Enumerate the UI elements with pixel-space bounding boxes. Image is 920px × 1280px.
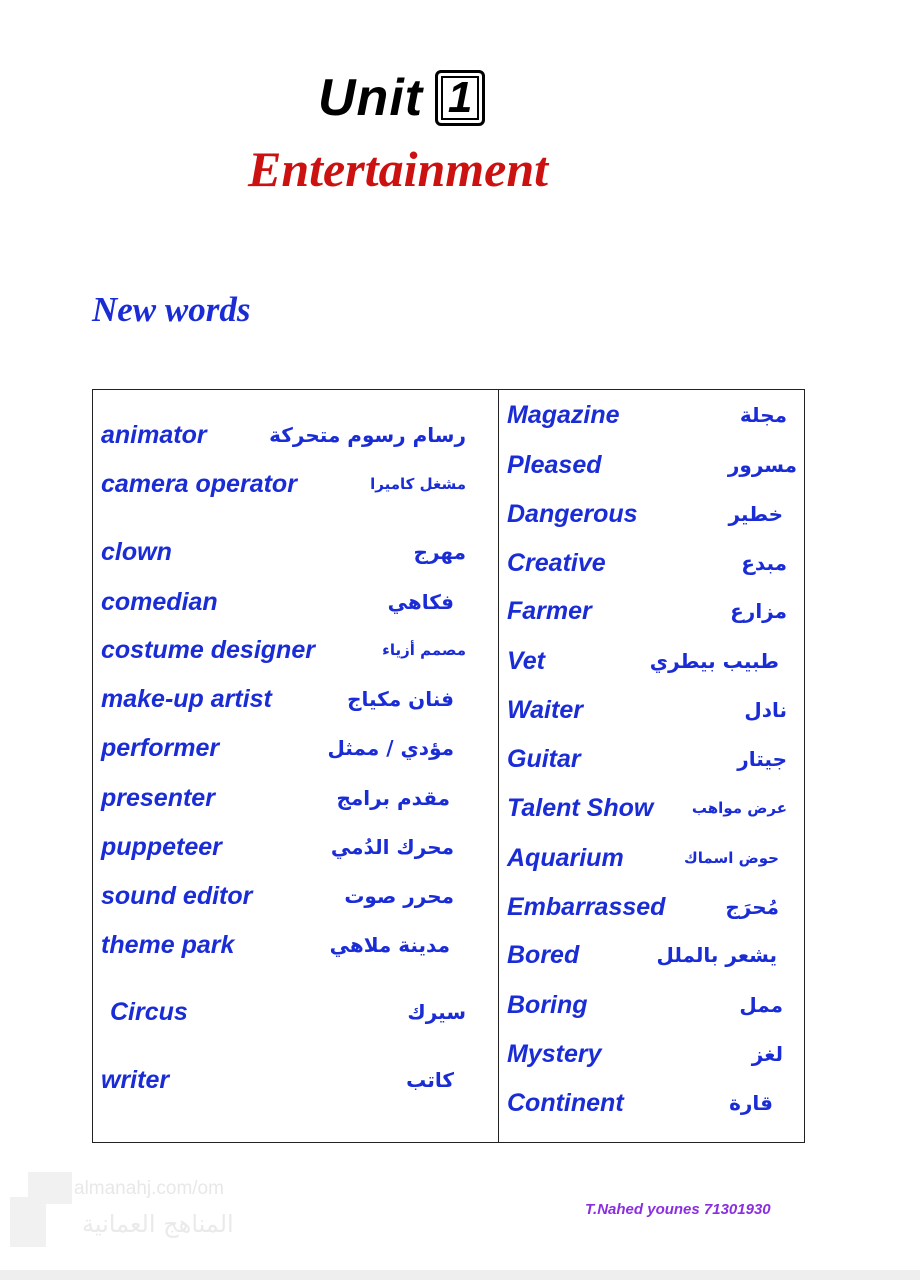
vocab-row: [507, 988, 787, 1022]
vocab-row: [101, 535, 466, 569]
vocab-row: [507, 938, 787, 972]
arabic-translation: طبيب بيطري: [649, 649, 779, 673]
vocab-row: [101, 731, 466, 765]
english-word: make-up artist: [101, 685, 272, 713]
arabic-translation: مسرور: [727, 453, 797, 477]
vocab-row: [507, 644, 787, 678]
english-word: Creative: [507, 549, 606, 577]
english-word: camera operator: [101, 470, 297, 498]
watermark-url: almanahj.com/om: [74, 1178, 224, 1199]
arabic-translation: قارة: [729, 1091, 773, 1115]
english-word: animator: [101, 421, 207, 449]
arabic-translation: رسام رسوم متحركة: [269, 423, 466, 447]
arabic-translation: محرر صوت: [344, 884, 454, 908]
english-word: performer: [101, 734, 220, 762]
vocab-row: [507, 890, 787, 924]
arabic-translation: عرض مواهب: [691, 799, 787, 817]
column-divider: [498, 390, 499, 1142]
arabic-translation: مؤدي / ممثل: [327, 736, 454, 760]
english-word: writer: [101, 1066, 170, 1094]
english-word: Farmer: [507, 597, 592, 625]
arabic-translation: مبدع: [741, 551, 787, 575]
english-word: clown: [101, 538, 172, 566]
vocab-row: [101, 467, 466, 501]
arabic-translation: حوض اسماك: [684, 849, 779, 867]
vocab-row: [507, 693, 787, 727]
english-word: Bored: [507, 941, 580, 969]
unit-word: Unit: [318, 69, 424, 127]
arabic-translation: فنان مكياج: [347, 687, 454, 711]
english-word: Vet: [507, 647, 545, 675]
english-word: puppeteer: [101, 833, 222, 861]
english-word: Boring: [507, 991, 588, 1019]
vocab-row: [101, 995, 466, 1029]
vocab-row: [507, 791, 787, 825]
vocab-row: [101, 585, 466, 619]
vocab-row: [507, 1037, 787, 1071]
arabic-translation: خطير: [728, 502, 783, 526]
arabic-translation: سيرك: [407, 1000, 466, 1024]
vocab-row: [101, 1063, 466, 1097]
vocab-row: [101, 830, 466, 864]
vocab-row: [101, 682, 466, 716]
arabic-translation: يشعر بالملل: [656, 943, 777, 967]
vocab-row: [507, 448, 797, 482]
arabic-translation: كاتب: [406, 1068, 454, 1092]
bottom-strip: [0, 1270, 920, 1280]
arabic-translation: فكاهي: [387, 590, 454, 614]
arabic-translation: ممل: [739, 993, 783, 1017]
english-word: Aquarium: [507, 844, 624, 872]
vocab-row: [507, 398, 787, 432]
vocab-row: [507, 497, 787, 531]
english-word: costume designer: [101, 636, 315, 664]
english-word: Waiter: [507, 696, 583, 724]
unit-number-badge: 1: [435, 70, 485, 126]
author-credit: T.Nahed younes 71301930: [585, 1201, 771, 1218]
arabic-translation: لغز: [751, 1042, 783, 1066]
arabic-translation: مصمم أزياء: [382, 641, 466, 659]
arabic-translation: مدينة ملاهي: [329, 933, 450, 957]
english-word: Mystery: [507, 1040, 602, 1068]
english-word: Continent: [507, 1089, 624, 1117]
unit-subtitle: Entertainment: [248, 141, 549, 197]
english-word: Dangerous: [507, 500, 638, 528]
english-word: Magazine: [507, 401, 620, 429]
english-word: Guitar: [507, 745, 581, 773]
section-title: New words: [92, 290, 251, 329]
arabic-translation: محرك الدُمي: [330, 835, 454, 859]
watermark-logo-icon: [10, 1172, 72, 1247]
english-word: presenter: [101, 784, 215, 812]
vocab-row: [101, 879, 466, 913]
english-word: theme park: [101, 931, 235, 959]
arabic-translation: مشغل كاميرا: [370, 475, 466, 493]
arabic-translation: مُحرَج: [725, 895, 779, 919]
vocab-row: [507, 546, 787, 580]
english-word: Talent Show: [507, 794, 654, 822]
english-word: comedian: [101, 588, 218, 616]
english-word: sound editor: [101, 882, 253, 910]
english-word: Circus: [110, 998, 188, 1026]
vocab-row: [507, 594, 787, 628]
vocab-row: [507, 841, 787, 875]
arabic-translation: مجلة: [739, 403, 787, 427]
vocab-row: [101, 633, 466, 667]
arabic-translation: جيتار: [737, 747, 787, 771]
watermark-site-name: المناهج العمانية: [82, 1210, 234, 1238]
vocab-row: [507, 1086, 787, 1120]
unit-title: [318, 66, 485, 130]
vocabulary-table: [92, 389, 805, 1143]
vocab-row: [101, 781, 466, 815]
vocab-row: [101, 928, 466, 962]
english-word: Embarrassed: [507, 893, 666, 921]
vocab-row: [101, 418, 466, 452]
arabic-translation: مزارع: [730, 599, 787, 623]
vocab-row: [507, 742, 787, 776]
arabic-translation: مهرج: [413, 540, 466, 564]
arabic-translation: مقدم برامج: [336, 786, 450, 810]
english-word: Pleased: [507, 451, 602, 479]
arabic-translation: نادل: [744, 698, 787, 722]
